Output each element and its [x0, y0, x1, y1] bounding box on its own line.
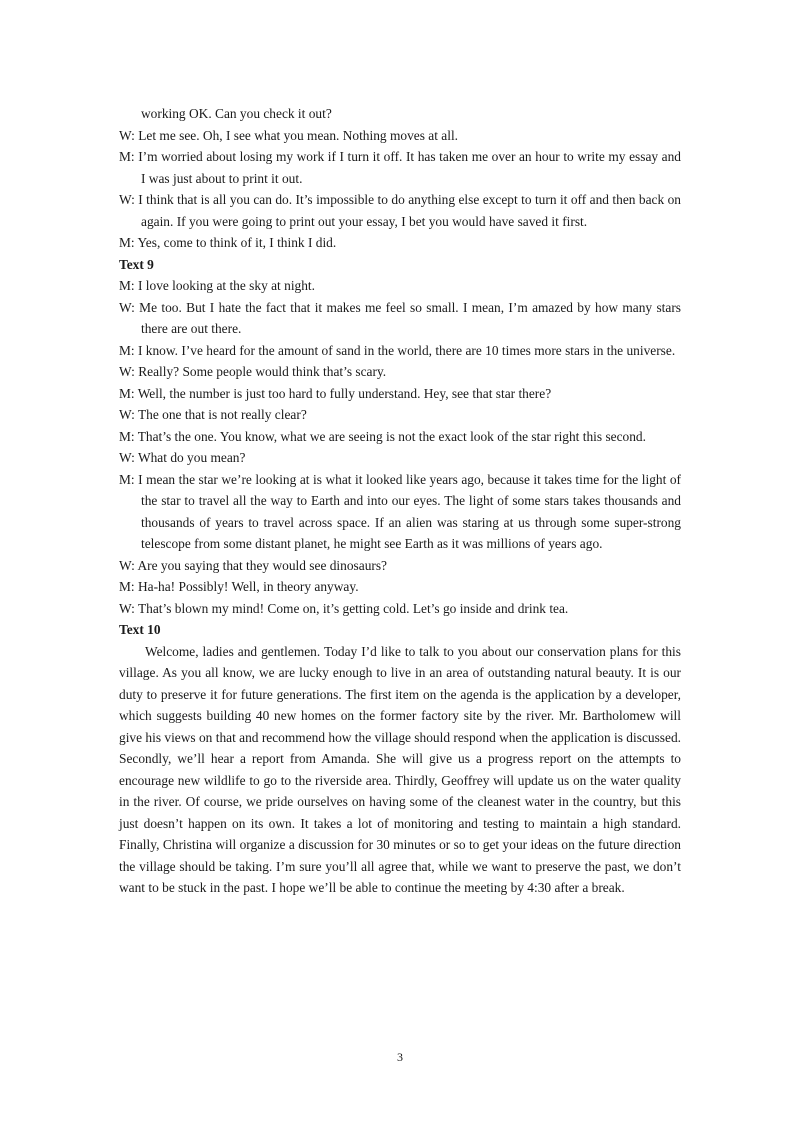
dialogue-line: M: I know. I’ve heard for the amount of sand in the world, there are 10 times more stars in the universe. — [119, 342, 676, 358]
dialogue-line: M: Well, the number is just too hard to fully understand. Hey, see that star there? — [119, 385, 552, 401]
dialogue-line: M: That’s the one. You know, what we are seeing is not the exact look of the star right this second. — [119, 428, 646, 444]
dialogue-line: M: I mean the star we’re looking at is what it looked like years ago, because it takes time for the light of the star to travel all the way to Earth and into our eyes. The light of some stars takes thousands and thousands of years to travel across space. If an alien was staring at us through some super-strong telescope from some distant planet, he might see Earth as it was millions of years ago. — [119, 471, 681, 551]
dialogue-line: W: Really? Some people would think that’s scary. — [119, 364, 387, 379]
dialogue-line: M: Ha-ha! Possibly! Well, in theory anyway. — [119, 579, 359, 594]
dialogue-line: W: What do you mean? — [119, 450, 246, 465]
dialogue-line: W: Let me see. Oh, I see what you mean. Nothing moves at all. — [119, 127, 459, 143]
dialogue-continuation: working OK. Can you check it out? — [141, 106, 332, 121]
monologue-paragraph: Welcome, ladies and gentlemen. Today I’d like to talk to you about our conservation plans for this village. As you all know, we are lucky enough to live in an area of outstanding natural beauty. It is our duty to preserve it for future generations. The first item on the agenda is the application by a developer, which suggests building 40 new homes on the former factory site by the river. Mr. Bartholomew will give his views on that and recommend how the village should respond when the application is discussed. Secondly, we’ll hear a report from Amanda. She will give us a progress report on the attempts to encourage new wildlife to go to the riverside area. Thirdly, Geoffrey will update us on the water quality in the river. Of course, we pride ourselves on having some of the cleanest water in the country, but this just doesn’t happen on its own. It takes a lot of monitoring and testing to maintain a high standard. Finally, Christina will organize a discussion for 30 minutes or so to get your ideas on the future direction the village should be taking. I’m sure you’ll all agree that, while we want to preserve the past, we don’t want to be stuck in the past. I hope we’ll be able to continue the meeting by 4:30 after a break. — [119, 643, 681, 895]
dialogue-line: W: The one that is not really clear? — [119, 407, 307, 422]
dialogue-line: W: Are you saying that they would see dinosaurs? — [119, 557, 388, 573]
dialogue-line: W: That’s blown my mind! Come on, it’s getting cold. Let’s go inside and drink tea. — [119, 600, 569, 616]
document-page — [119, 103, 681, 899]
page-number: 3 — [397, 1050, 403, 1064]
dialogue-line: M: I’m worried about losing my work if I turn it off. It has taken me over an hour to write my essay and I was just about to print it out. — [119, 149, 681, 186]
section-heading-text10: Text 10 — [119, 622, 161, 637]
dialogue-line: M: I love looking at the sky at night. — [119, 278, 316, 293]
section-heading-text9: Text 9 — [119, 256, 154, 272]
dialogue-line: M: Yes, come to think of it, I think I did. — [119, 235, 337, 250]
dialogue-line: W: I think that is all you can do. It’s impossible to do anything else except to turn it off and then back on again. If you were going to print out your essay, I bet you would have saved it first. — [119, 192, 681, 229]
dialogue-line: W: Me too. But I hate the fact that it makes me feel so small. I mean, I’m amazed by how many stars there are out there. — [119, 299, 681, 336]
